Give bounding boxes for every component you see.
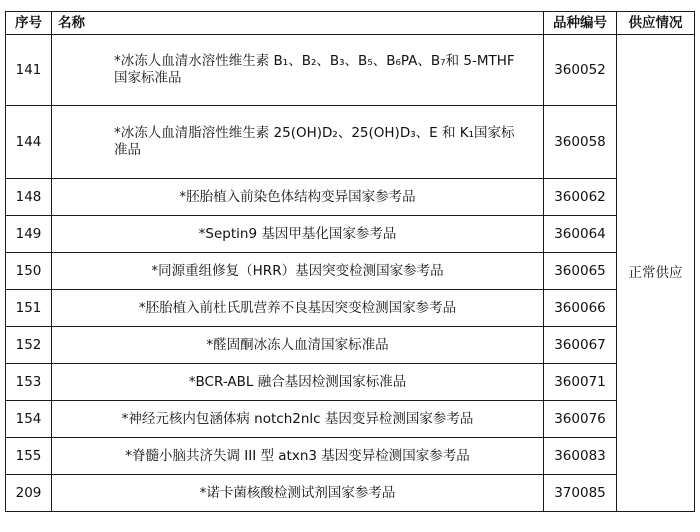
- row-code: 360067: [544, 327, 617, 364]
- row-code: 370085: [544, 475, 617, 512]
- header-status: 供应情况: [617, 12, 695, 35]
- row-code: 360058: [544, 106, 617, 179]
- row-index: 151: [6, 290, 52, 327]
- table-row: [6, 179, 695, 216]
- table-row: [6, 438, 695, 475]
- table-row: [6, 327, 695, 364]
- table-row: [6, 216, 695, 253]
- row-code: 360083: [544, 438, 617, 475]
- table-row: [6, 290, 695, 327]
- row-name: *冰冻人血清脂溶性维生素 25(OH)D₂、25(OH)D₃、E 和 K₁国家标准品: [52, 106, 544, 179]
- row-index: 153: [6, 364, 52, 401]
- table-row: [6, 106, 695, 179]
- row-code: 360064: [544, 216, 617, 253]
- row-index: 150: [6, 253, 52, 290]
- header-code: 品种编号: [544, 12, 617, 35]
- row-code: 360076: [544, 401, 617, 438]
- row-index: 149: [6, 216, 52, 253]
- header-index: 序号: [6, 12, 52, 35]
- row-index: 209: [6, 475, 52, 512]
- row-index: 144: [6, 106, 52, 179]
- row-name: *醛固酮冰冻人血清国家标准品: [52, 327, 544, 364]
- table-header-row: [6, 12, 695, 35]
- row-name: *冰冻人血清水溶性维生素 B₁、B₂、B₃、B₅、B₆PA、B₇和 5-MTHF 国家标准品: [52, 35, 544, 106]
- product-table: [5, 11, 695, 512]
- table-row: [6, 475, 695, 512]
- row-name: *同源重组修复（HRR）基因突变检测国家参考品: [52, 253, 544, 290]
- row-code: 360066: [544, 290, 617, 327]
- row-name: *Septin9 基因甲基化国家参考品: [52, 216, 544, 253]
- row-name: *胚胎植入前染色体结构变异国家参考品: [52, 179, 544, 216]
- row-name: *BCR-ABL 融合基因检测国家标准品: [52, 364, 544, 401]
- row-code: 360071: [544, 364, 617, 401]
- row-code: 360062: [544, 179, 617, 216]
- row-code: 360052: [544, 35, 617, 106]
- row-name: *神经元核内包涵体病 notch2nlc 基因变异检测国家参考品: [52, 401, 544, 438]
- row-index: 148: [6, 179, 52, 216]
- header-name: 名称: [52, 12, 544, 35]
- row-index: 141: [6, 35, 52, 106]
- table-row: [6, 253, 695, 290]
- row-index: 155: [6, 438, 52, 475]
- row-index: 154: [6, 401, 52, 438]
- row-name: *诺卡菌核酸检测试剂国家参考品: [52, 475, 544, 512]
- row-code: 360065: [544, 253, 617, 290]
- table-row: [6, 364, 695, 401]
- supply-status: 正常供应: [617, 35, 695, 512]
- table-row: [6, 35, 695, 106]
- row-index: 152: [6, 327, 52, 364]
- table-row: [6, 401, 695, 438]
- row-name: *胚胎植入前杜氏肌营养不良基因突变检测国家参考品: [52, 290, 544, 327]
- row-name: *脊髓小脑共济失调 III 型 atxn3 基因变异检测国家参考品: [52, 438, 544, 475]
